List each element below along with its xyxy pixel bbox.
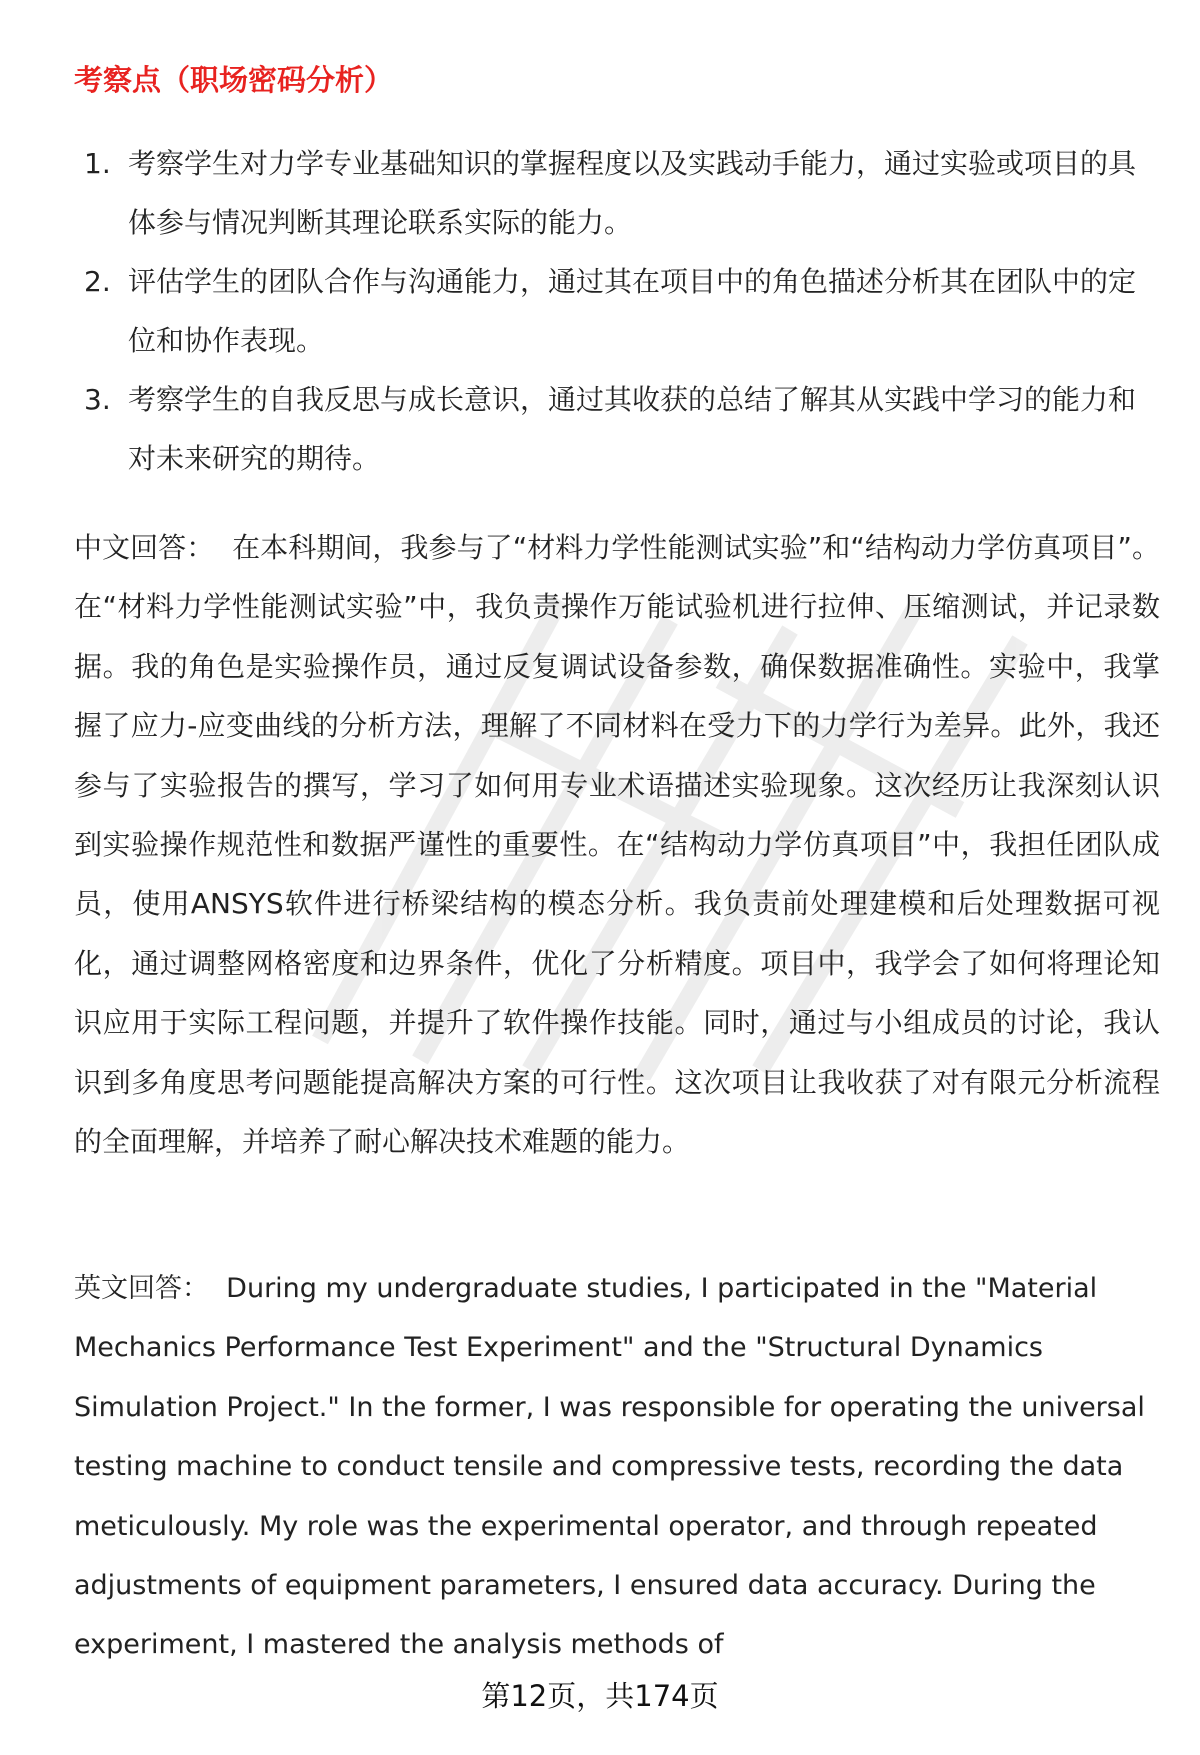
chinese-answer-text: 在本科期间，我参与了“材料力学性能测试实验”和“结构动力学仿真项目”。在“材料力学性能测试实验”中，我负责操作万能试验机进行拉伸、压缩测试，并记录数据。我的角色是实验操作员，通过反复调试设备参数，确保数据准确性。实验中，我掌握了应力-应变曲线的分析方法，理解了不同材料在受力下的力学行为差异。此外，我还参与了实验报告的撰写，学习了如何用专业术语描述实验现象。这次经历让我深刻认识到实验操作规范性和数据严谨性的重要性。在“结构动力学仿真项目”中，我担任团队成员，使用ANSYS软件进行桥梁结构的模态分析。我负责前处理建模和后处理数据可视化，通过调整网格密度和边界条件，优化了分析精度。项目中，我学会了如何将理论知识应用于实际工程问题，并提升了软件操作技能。同时，通过与小组成员的讨论，我认识到多角度思考问题能提高解决方案的可行性。这次项目让我收获了对有限元分析流程的全面理解，并培养了耐心解决技术难题的能力。	[74, 531, 1160, 1159]
chinese-answer-paragraph	[74, 518, 1160, 1171]
list-item-text: 考察学生的自我反思与成长意识，通过其收获的总结了解其从实践中学习的能力和对未来研究的期待。	[128, 383, 1137, 475]
list-item	[74, 370, 1154, 488]
english-answer-label: 英文回答：	[74, 1273, 209, 1304]
english-answer-paragraph	[74, 1259, 1164, 1675]
list-item	[74, 134, 1154, 252]
page-number-footer: 第12页，共174页	[0, 1676, 1200, 1716]
chinese-answer-label: 中文回答：	[74, 531, 215, 564]
list-item-number: 1.	[84, 147, 111, 180]
list-item-number: 2.	[84, 265, 111, 298]
english-answer-text: During my undergraduate studies, I participated in the "Material Mechanics Performance Test Experiment" and the "Structural Dynamics Simulation Project." In the former, I was responsible for operating the universal testing machine to conduct tensile and compressive tests, recording the data meticulously. My role was the experimental operator, and through repeated adjustments of equipment parameters, I ensured data accuracy. During the experiment, I mastered the analysis methods of	[74, 1273, 1145, 1661]
list-item	[74, 252, 1154, 370]
list-item-text: 评估学生的团队合作与沟通能力，通过其在项目中的角色描述分析其在团队中的定位和协作表现。	[128, 265, 1137, 357]
list-item-text: 考察学生对力学专业基础知识的掌握程度以及实践动手能力，通过实验或项目的具体参与情况判断其理论联系实际的能力。	[128, 147, 1137, 239]
list-item-number: 3.	[84, 383, 111, 416]
assessment-points-list	[74, 134, 1154, 488]
section-title: 考察点（职场密码分析）	[74, 63, 394, 97]
